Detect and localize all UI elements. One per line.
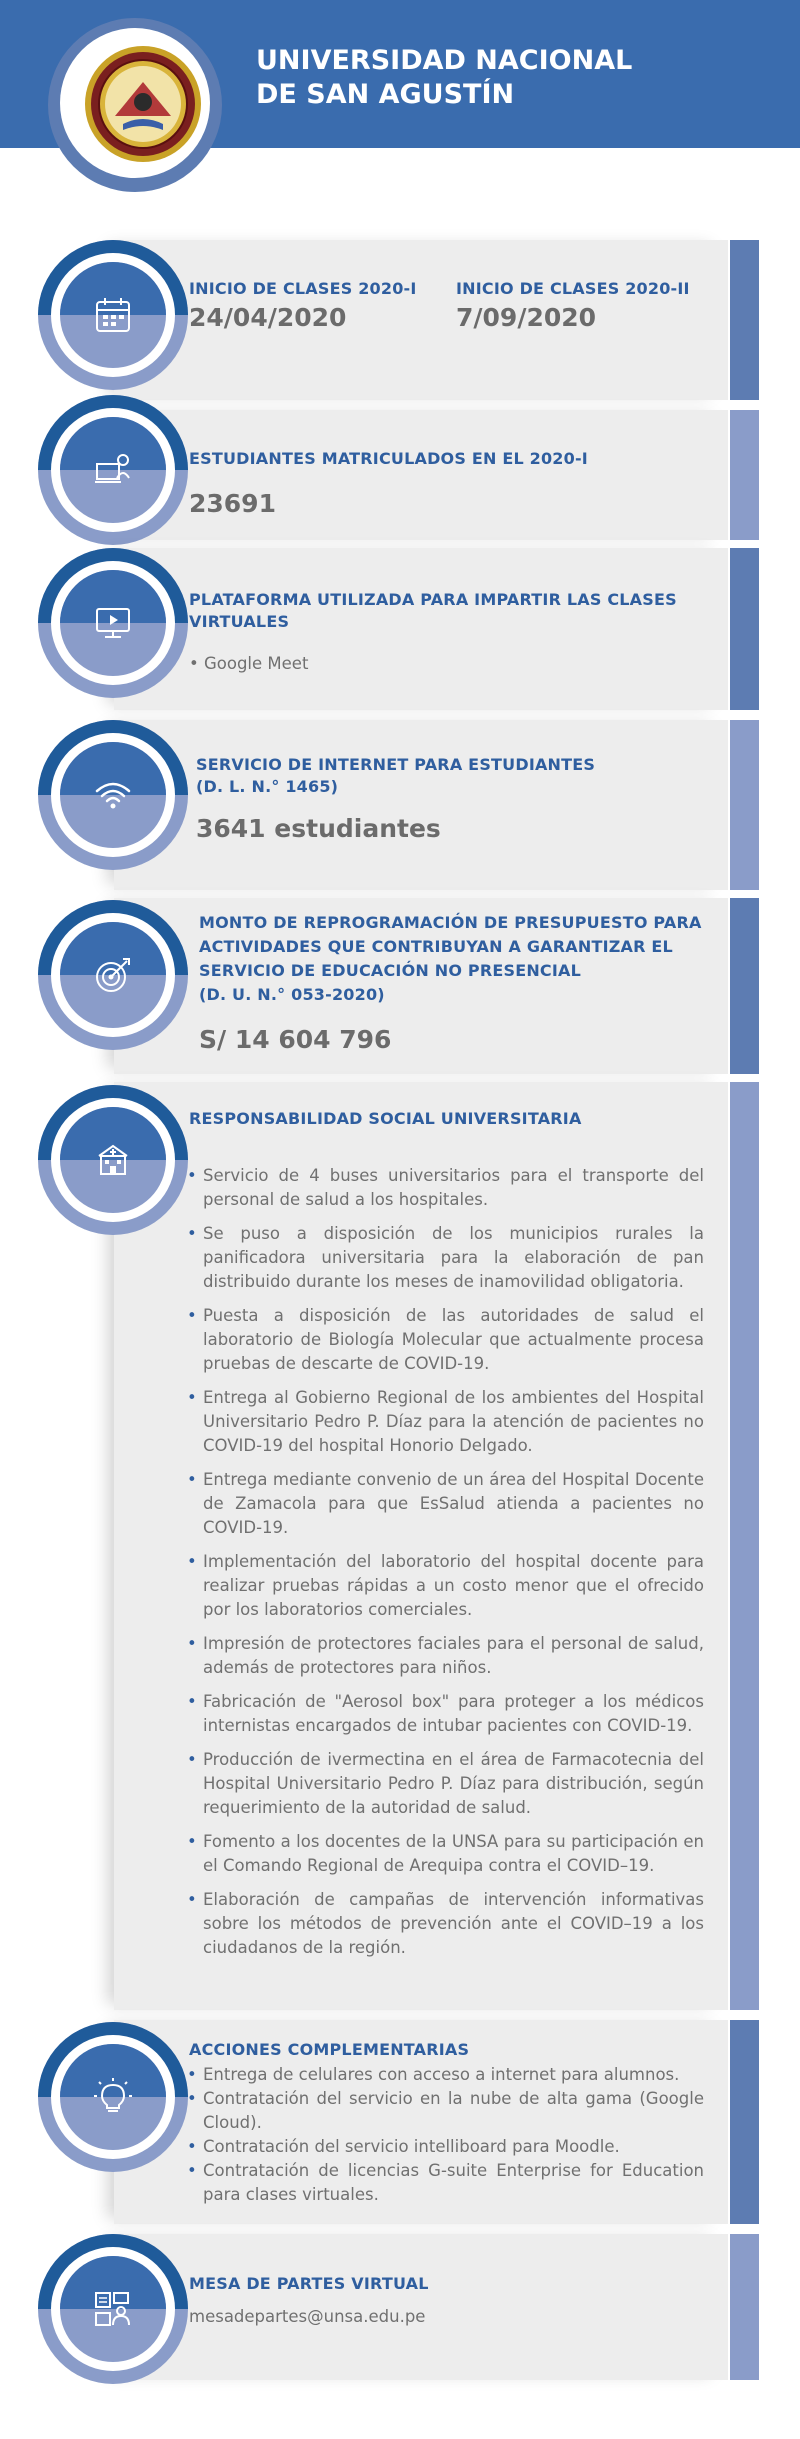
budget-label-line-2: ACTIVIDADES QUE CONTRIBUYAN A GARANTIZAR EL — [199, 937, 673, 956]
title-line-2: DE SAN AGUSTÍN — [256, 79, 515, 110]
list-item: • Entrega al Gobierno Regional de los ambientes del Hospital Universitario Pedro P. Díaz para la atención de pacientes no COVID-19 del hospital Honorio Delgado. — [187, 1386, 704, 1458]
internet-label — [196, 754, 595, 798]
student-computer-icon — [93, 450, 133, 490]
students-panel — [114, 410, 728, 540]
internet-value: 3641 estudiantes — [196, 814, 441, 843]
social-label: RESPONSABILIDAD SOCIAL UNIVERSITARIA — [189, 1109, 582, 1128]
classes-date-2: 7/09/2020 — [456, 303, 597, 332]
internet-label-line-1: SERVICIO DE INTERNET PARA ESTUDIANTES — [196, 755, 596, 774]
list-item: • Contratación del servicio intelliboard para Moodle. — [187, 2135, 704, 2159]
list-item: • Se puso a disposición de los municipios rurales la panificadora universitaria para la elaboración de pan distribuido durante los meses de inamovilidad obligatoria. — [187, 1222, 704, 1294]
complementary-circle — [60, 2044, 166, 2150]
internet-stripe — [730, 720, 759, 890]
list-item: • Impresión de protectores faciales para el personal de salud, además de protectores para niños. — [187, 1632, 704, 1680]
platform-item — [189, 652, 308, 676]
internet-circle — [60, 742, 166, 848]
social-circle — [60, 1107, 166, 1213]
document-desk-icon — [93, 2289, 133, 2329]
budget-label-line-3: SERVICIO DE EDUCACIÓN NO PRESENCIAL — [199, 961, 581, 980]
complementary-label: ACCIONES COMPLEMENTARIAS — [189, 2040, 470, 2059]
list-item: • Servicio de 4 buses universitarios para el transporte del personal de salud a los hospitales. — [187, 1164, 704, 1212]
bullet-icon: • — [189, 654, 204, 673]
platform-item-text: Google Meet — [203, 654, 309, 673]
students-circle — [60, 417, 166, 523]
classes-circle — [60, 262, 166, 368]
classes-date-1: 24/04/2020 — [189, 303, 347, 332]
platform-label — [189, 589, 677, 633]
students-label: ESTUDIANTES MATRICULADOS EN EL 2020-I — [189, 449, 588, 468]
complementary-stripe — [730, 2020, 759, 2224]
classes-label-1: INICIO DE CLASES 2020-I — [189, 279, 417, 298]
university-title — [256, 44, 632, 112]
list-item: • Elaboración de campañas de intervención informativas sobre los métodos de prevención ante el COVID–19 a los ciudadanos de la región. — [187, 1888, 704, 1960]
list-item: • Producción de ivermectina en el área de Farmacotecnia del Hospital Universitario Pedro P. Díaz para distribución, según requerimiento de la autoridad de salud. — [187, 1748, 704, 1820]
platform-circle — [60, 570, 166, 676]
desk-stripe — [730, 2234, 759, 2380]
social-stripe — [730, 1082, 759, 2010]
list-item: • Puesta a disposición de las autoridades de salud el laboratorio de Biología Molecular que actualmente procesa pruebas de descarte de COVID-19. — [187, 1304, 704, 1376]
calendar-icon — [93, 295, 133, 335]
target-icon — [93, 955, 133, 995]
internet-panel — [114, 720, 728, 890]
list-item: • Contratación del servicio en la nube de alta gama (Google Cloud). — [187, 2087, 704, 2135]
complementary-list — [187, 2063, 704, 2207]
list-item: • Entrega de celulares con acceso a internet para alumnos. — [187, 2063, 704, 2087]
list-item: • Implementación del laboratorio del hospital docente para realizar pruebas rápidas a un costo menor que el ofrecido por los laboratorios comerciales. — [187, 1550, 704, 1622]
internet-label-line-2: (D. L. N.° 1465) — [196, 777, 339, 796]
platform-label-line-1: PLATAFORMA UTILIZADA PARA IMPARTIR LAS CLASES — [189, 590, 677, 609]
university-seal-logo — [83, 44, 203, 164]
platform-stripe — [730, 548, 759, 710]
list-item: • Entrega mediante convenio de un área del Hospital Docente de Zamacola para que EsSalud atienda a pacientes no COVID-19. — [187, 1468, 704, 1540]
classes-label-2: INICIO DE CLASES 2020-II — [456, 279, 690, 298]
list-item: • Fabricación de "Aerosol box" para proteger a los médicos internistas encargados de intubar pacientes con COVID-19. — [187, 1690, 704, 1738]
budget-value: S/ 14 604 796 — [199, 1025, 392, 1054]
list-item: • Fomento a los docentes de la UNSA para su participación en el Comando Regional de Arequipa contra el COVID–19. — [187, 1830, 704, 1878]
title-line-1: UNIVERSIDAD NACIONAL — [256, 45, 633, 76]
lightbulb-icon — [93, 2077, 133, 2117]
budget-label-line-4: (D. U. N.° 053-2020) — [199, 985, 385, 1004]
video-screen-icon — [93, 603, 133, 643]
wifi-icon — [93, 775, 133, 815]
budget-label — [199, 911, 702, 1007]
hospital-building-icon — [93, 1140, 133, 1180]
budget-circle — [60, 922, 166, 1028]
classes-stripe — [730, 240, 759, 400]
students-value: 23691 — [189, 489, 276, 518]
platform-label-line-2: VIRTUALES — [189, 612, 290, 631]
budget-stripe — [730, 898, 759, 1074]
desk-label: MESA DE PARTES VIRTUAL — [189, 2274, 429, 2293]
budget-label-line-1: MONTO DE REPROGRAMACIÓN DE PRESUPUESTO PARA — [199, 913, 702, 932]
desk-email[interactable]: mesadepartes@unsa.edu.pe — [189, 2307, 426, 2326]
list-item: • Contratación de licencias G-suite Enterprise for Education para clases virtuales. — [187, 2159, 704, 2207]
desk-circle — [60, 2256, 166, 2362]
students-stripe — [730, 410, 759, 540]
social-list — [187, 1164, 704, 1960]
